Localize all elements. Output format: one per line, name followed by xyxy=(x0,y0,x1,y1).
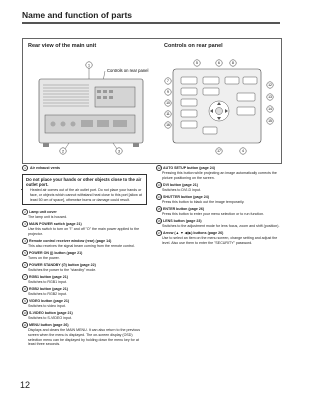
callout-15-text: 15 xyxy=(268,119,272,124)
callout-2-text: 2 xyxy=(62,149,64,154)
item-number: 16 xyxy=(157,218,161,223)
list-item xyxy=(156,230,280,246)
item-description: Switches to RGB1 input. xyxy=(28,280,67,285)
list-item xyxy=(22,262,147,273)
warning-box xyxy=(22,174,147,205)
item-title: RGB1 button (page 21) xyxy=(29,275,68,280)
item-title: VIDEO button (page 21) xyxy=(29,299,70,304)
item-title: POWER STANDBY (⏻) button (page 22) xyxy=(29,263,96,268)
list-item xyxy=(156,194,280,205)
item-title: ENTER button (page 26) xyxy=(163,206,205,211)
callout-11-text: 11 xyxy=(166,112,170,117)
item-title: S-VIDEO button (page 21) xyxy=(29,311,73,316)
item-description: Pressing this button while projecting an image automatically corrects the picture positioning on the screen. xyxy=(162,171,277,180)
warning-heading: Do not place your hands or other objects close to the air outlet port. xyxy=(26,177,142,187)
item-title: MENU button (page 26) xyxy=(29,323,69,327)
callout-10-text: 10 xyxy=(166,101,170,106)
list-item xyxy=(22,209,147,220)
list-item xyxy=(156,218,280,229)
item-title: RGB2 button (page 21) xyxy=(29,287,68,292)
item-description: Switches to the adjustment mode for lens focus, zoom and shift (position). xyxy=(162,223,280,228)
item-title: SHUTTER button (page 24) xyxy=(163,194,209,199)
callout-9-text: 9 xyxy=(167,90,169,95)
list-item xyxy=(156,182,280,193)
item-title: Remote control receiver window (rear) (page 14) xyxy=(29,239,112,244)
figure-panel xyxy=(22,38,282,164)
item-title: DVI button (page 21) xyxy=(163,182,198,187)
item-number: 4 xyxy=(22,238,28,244)
item-number: 12 xyxy=(157,166,161,170)
item-number: 14 xyxy=(157,194,161,199)
item-number: 9 xyxy=(22,298,28,304)
list-item xyxy=(22,310,147,321)
item-description: Press this button to enter your menu selection or to run function. xyxy=(162,211,265,216)
item-description: Switches to RGB2 input. xyxy=(28,292,67,297)
list-item xyxy=(22,238,147,249)
callout-17-text: 17 xyxy=(217,149,221,154)
item-description: Displays and clears the MAIN MENU. It can also return to the previous screen when the menu is displayed. The on-screen display (OSD) selection menu can be displayed by holding down the menu key for at least three seconds. xyxy=(28,328,141,347)
page-title: Name and function of parts xyxy=(22,10,133,20)
list-item xyxy=(22,165,147,171)
item-number: 6 xyxy=(22,262,28,268)
item-title: Air exhaust vents xyxy=(30,165,60,170)
controls-callout-label: Controls on rear panel xyxy=(107,68,149,73)
list-item xyxy=(156,165,280,181)
item-number: 15 xyxy=(157,206,161,211)
control-panel-illustration xyxy=(163,57,277,157)
item-number: 2 xyxy=(22,209,28,215)
rear-view-illustration xyxy=(29,57,153,157)
list-item xyxy=(22,286,147,297)
item-description: Switches the power to the "standby" mode. xyxy=(28,268,97,273)
item-description: The lamp unit is housed. xyxy=(28,215,68,220)
item-description: Use to select an item on the menu screen, change setting and adjust the level. Also use them to enter the "SECURITY" password. xyxy=(162,235,278,245)
title-rule xyxy=(22,22,280,24)
item-number: 10 xyxy=(23,311,27,316)
item-description: This also receives the signal beam coming from the remote control. xyxy=(28,244,135,249)
list-item xyxy=(156,206,280,217)
item-number: 1 xyxy=(22,165,28,171)
callout-6-text: 6 xyxy=(218,61,220,66)
controls-heading: Controls on rear panel xyxy=(164,43,223,49)
left-column xyxy=(22,165,147,348)
callout-16-text: 16 xyxy=(166,123,170,128)
item-title: LENS button (page 23) xyxy=(163,218,202,223)
list-item xyxy=(22,274,147,285)
callout-12-text: 12 xyxy=(268,83,272,88)
item-number: 8 xyxy=(22,286,28,292)
item-description: Switches to video input. xyxy=(28,304,66,309)
callout-14-text: 14 xyxy=(268,107,272,112)
list-item xyxy=(22,322,147,347)
callout-1-text: 1 xyxy=(88,63,90,68)
callout-13-text: 13 xyxy=(268,95,272,100)
callout-5-text: 5 xyxy=(196,61,198,66)
item-description: Press this button to black out the image temporarily. xyxy=(162,199,245,204)
item-description: Switches to DVI-D input. xyxy=(162,187,201,192)
item-description: Use this switch to turn on "I" and off "O" the main power applied to the projector. xyxy=(28,227,140,237)
list-item xyxy=(22,298,147,309)
item-number: 17 xyxy=(157,230,161,235)
rear-view-heading: Rear view of the main unit xyxy=(28,43,97,49)
list-item xyxy=(22,250,147,261)
item-title: MAIN POWER switch (page 21) xyxy=(29,222,82,227)
callout-4-text: 4 xyxy=(242,149,244,154)
item-title: Arrow (▲ ▼ ◀ ▶) buttons (page 26) xyxy=(163,230,224,235)
item-number: 11 xyxy=(23,323,27,328)
callout-7-text: 7 xyxy=(167,79,169,84)
item-number: 3 xyxy=(22,221,28,227)
page-number: 12 xyxy=(20,380,31,390)
item-description: Switches to S-VIDEO input. xyxy=(28,316,72,321)
item-number: 5 xyxy=(22,250,28,256)
callout-8-text: 8 xyxy=(232,61,234,66)
item-number: 7 xyxy=(22,274,28,280)
item-description: Turns on the power. xyxy=(28,256,60,261)
right-column xyxy=(156,165,280,247)
item-title: AUTO SETUP button (page 24) xyxy=(163,165,215,170)
item-number: 13 xyxy=(157,182,161,187)
item-title: Lamp unit cover xyxy=(29,210,57,215)
warning-bullet: • Heated air comes out of the air outlet port. Do not place your hands or face, or objects which cannot withstand heat close to this port [allow at least 50 cm of space], otherwise burns or damage could result. xyxy=(30,188,143,202)
callout-3-text: 3 xyxy=(118,149,120,154)
item-title: POWER ON (|) button (page 21) xyxy=(29,251,83,256)
list-item xyxy=(22,221,147,237)
